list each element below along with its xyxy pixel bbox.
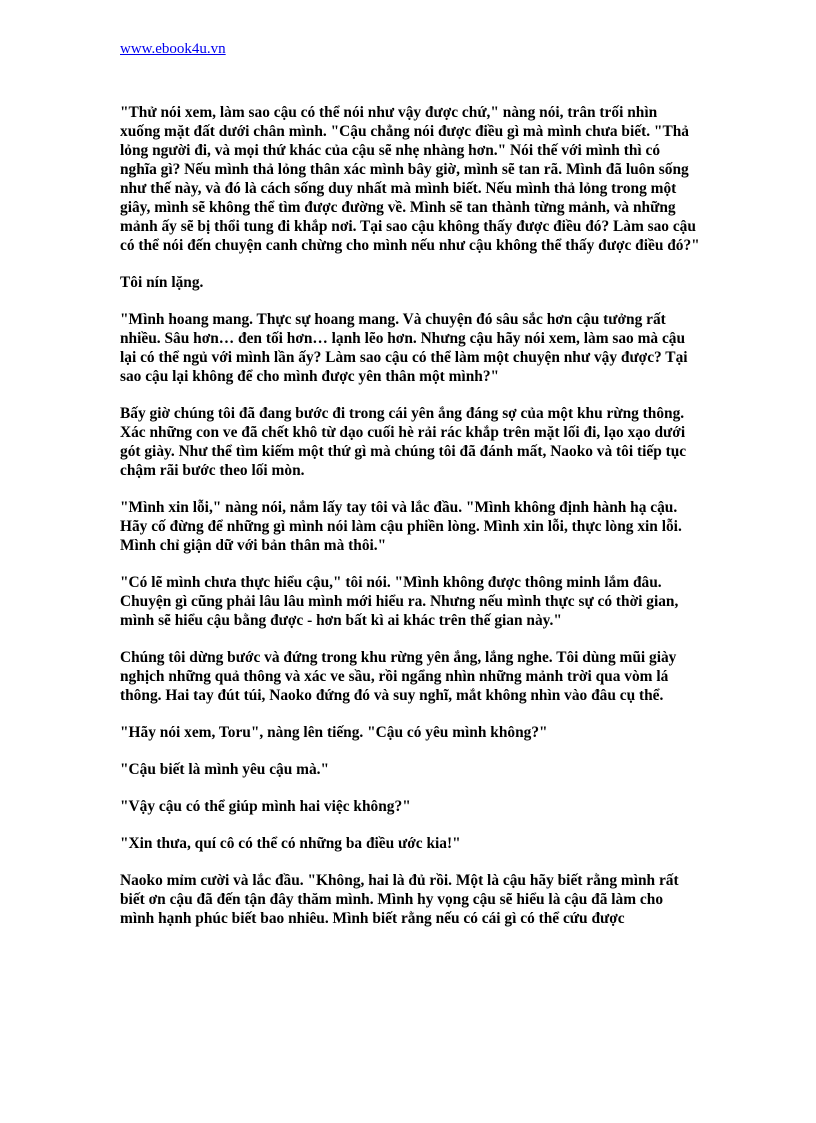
- paragraph: "Có lẽ mình chưa thực hiểu cậu," tôi nói. "Mình không được thông minh lắm đâu. Chuyện gì cũng phải lâu lâu mình mới hiểu ra. Nhưng nếu mình thực sự có thời gian, mình sẽ hiểu cậu bằng được - hơn bất kì ai khác trên thế gian này.": [120, 574, 679, 629]
- paragraph: "Thử nói xem, làm sao cậu có thể nói như vậy được chứ," nàng nói, trân trối nhìn xuống mặt đất dưới chân mình. "Cậu chẳng nói được điều gì mà mình chưa biết. "Thả lỏng người đi, và mọi thứ khác của cậu sẽ nhẹ nhàng hơn." Nói thế với mình thì có nghĩa gì? Nếu mình thả lỏng thân xác mình bây giờ, mình sẽ tan rã. Mình đã luôn sống như thế này, và đó là cách sống duy nhất mà mình biết. Nếu mình thả lỏng trong một giây, mình sẽ không thể tìm được đường về. Mình sẽ tan thành từng mảnh, và những mảnh ấy sẽ bị thổi tung đi khắp nơi. Tại sao cậu không thấy được điều đó? Làm sao cậu có thể nói đến chuyện canh chừng cho mình nếu như cậu không thể thấy được điều đó?": [120, 104, 700, 254]
- paragraph: Tôi nín lặng.: [120, 274, 204, 291]
- paragraph: "Mình hoang mang. Thực sự hoang mang. Và chuyện đó sâu sắc hơn cậu tưởng rất nhiều. Sâu hơn… đen tối hơn… lạnh lẽo hơn. Nhưng cậu hãy nói xem, làm sao mà cậu lại có thể ngủ với mình lần ấy? Làm sao cậu có thể làm một chuyện như vậy được? Tại sao cậu lại không để cho mình được yên thân một mình?": [120, 311, 688, 385]
- paragraph: Bấy giờ chúng tôi đã đang bước đi trong cái yên ắng đáng sợ của một khu rừng thông. Xác những con ve đã chết khô từ dạo cuối hè rải rác khắp trên mặt lối đi, lạo xạo dưới gót giày. Như thể tìm kiếm một thứ gì mà chúng tôi đã đánh mất, Naoko và tôi tiếp tục chậm rãi bước theo lối mòn.: [120, 405, 687, 479]
- paragraph: Chúng tôi dừng bước và đứng trong khu rừng yên ắng, lắng nghe. Tôi dùng mũi giày nghịch những quả thông và xác ve sầu, rồi ngẩng nhìn những mảnh trời qua vòm lá thông. Hai tay đút túi, Naoko đứng đó và suy nghĩ, mắt không nhìn vào đâu cụ thể.: [120, 649, 677, 704]
- body-text: [120, 103, 700, 946]
- header-website-link[interactable]: www.ebook4u.vn: [120, 41, 226, 57]
- paragraph: "Xin thưa, quí cô có thể có những ba điều ước kia!": [120, 835, 461, 852]
- paragraph: Naoko mỉm cười và lắc đầu. "Không, hai là đủ rồi. Một là cậu hãy biết rằng mình rất biết ơn cậu đã đến tận đây thăm mình. Mình hy vọng cậu sẽ hiểu là cậu đã làm cho mình hạnh phúc biết bao nhiêu. Mình biết rằng nếu có cái gì có thể cứu được: [120, 872, 679, 927]
- paragraph: "Vậy cậu có thể giúp mình hai việc không?": [120, 798, 411, 815]
- paragraph: "Hãy nói xem, Toru", nàng lên tiếng. "Cậu có yêu mình không?": [120, 724, 548, 741]
- paragraph: "Mình xin lỗi," nàng nói, nắm lấy tay tôi và lắc đầu. "Mình không định hành hạ cậu. Hãy cố đừng để những gì mình nói làm cậu phiền lòng. Mình xin lỗi, thực lòng xin lỗi. Mình chỉ giận dữ với bản thân mà thôi.": [120, 499, 682, 554]
- paragraph: "Cậu biết là mình yêu cậu mà.": [120, 761, 330, 778]
